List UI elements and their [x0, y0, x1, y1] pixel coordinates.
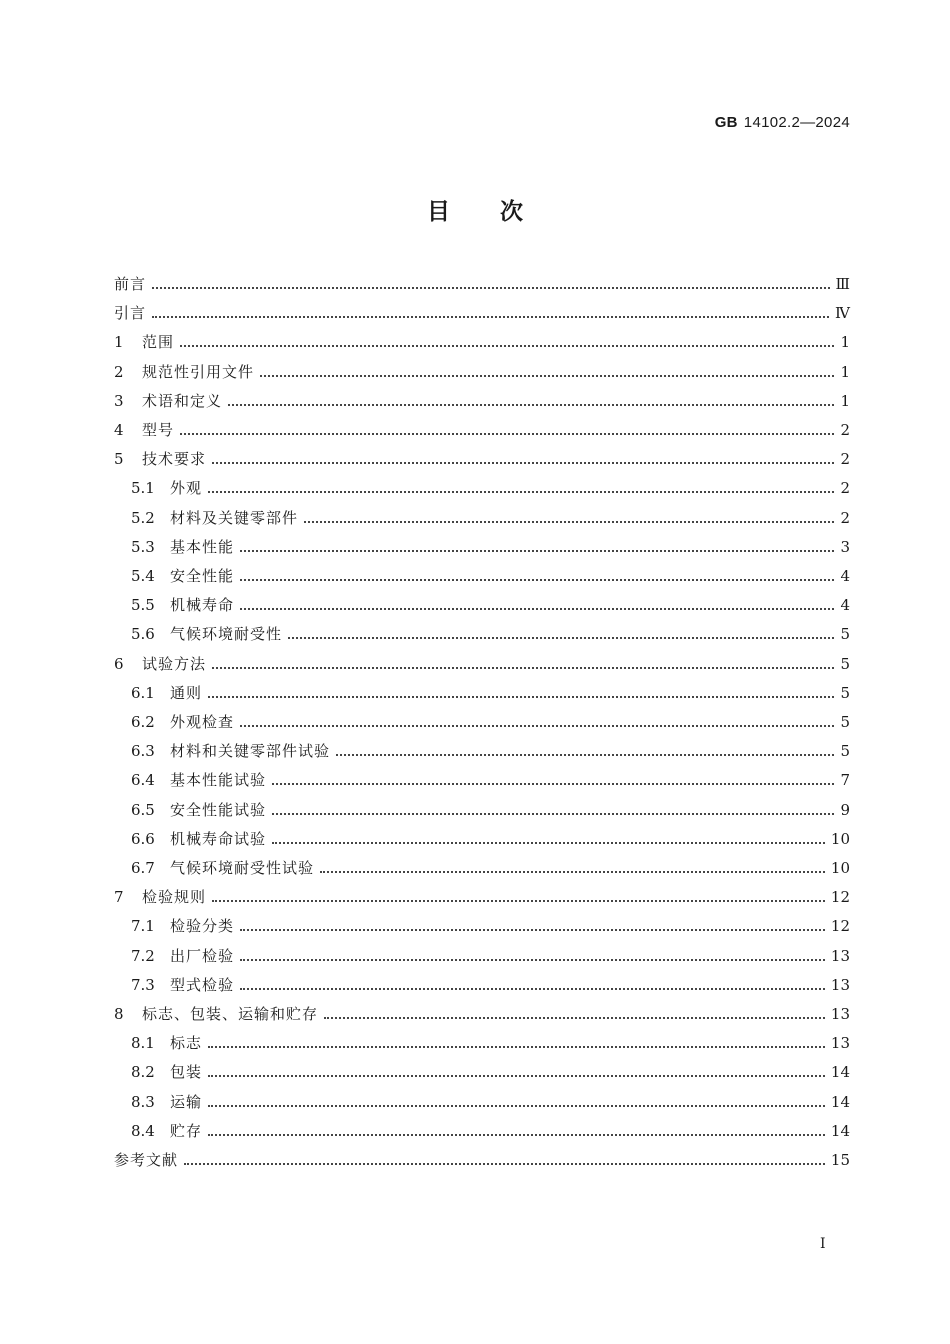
- toc-leader-dots: [208, 695, 834, 698]
- toc-entry-page: 12: [830, 917, 850, 936]
- toc-leader-dots: [260, 374, 834, 377]
- toc-entry[interactable]: [131, 857, 850, 879]
- toc-entry-label: 型式检验: [170, 975, 235, 994]
- toc-entry[interactable]: [114, 448, 850, 470]
- toc-entry-label: 包装: [170, 1063, 203, 1082]
- toc-entry-page: 2: [840, 508, 850, 527]
- toc-entry-number: 8.3: [131, 1092, 155, 1111]
- toc-entry-page: 7: [840, 771, 850, 790]
- toc-entry[interactable]: [131, 682, 850, 704]
- toc-entry[interactable]: [131, 945, 850, 967]
- toc-entry[interactable]: [131, 1032, 850, 1054]
- toc-entry-number: 1: [114, 333, 124, 352]
- toc-entry-label: 机械寿命试验: [170, 829, 267, 848]
- toc-entry-label: 检验分类: [170, 917, 235, 936]
- toc-entry[interactable]: [131, 565, 850, 587]
- toc-entry-page: 15: [830, 1151, 850, 1169]
- toc-entry[interactable]: [131, 1091, 850, 1113]
- toc-entry[interactable]: [131, 769, 850, 791]
- toc-entry-number: 7.3: [131, 975, 155, 994]
- toc-leader-dots: [212, 666, 834, 669]
- toc-entry-label: 外观检查: [170, 713, 235, 731]
- toc-entry-label: 基本性能试验: [170, 771, 267, 790]
- toc-entry-page: 1: [840, 362, 850, 381]
- toc-entry-label: 机械寿命: [170, 596, 235, 615]
- toc-entry-number: 7: [114, 888, 124, 907]
- toc-entry[interactable]: [114, 361, 850, 383]
- toc-entry[interactable]: [131, 711, 850, 733]
- toc-leader-dots: [272, 812, 834, 815]
- toc-entry-page: 10: [830, 859, 850, 877]
- toc-entry-number: 4: [114, 421, 124, 439]
- toc-entry-label: 检验规则: [142, 888, 207, 907]
- toc-leader-dots: [212, 461, 834, 464]
- toc-entry[interactable]: [114, 302, 850, 324]
- standard-code: [715, 114, 850, 131]
- toc-entry-page: 14: [830, 1063, 850, 1082]
- toc-leader-dots: [240, 958, 825, 961]
- toc-entry-number: 3: [114, 391, 124, 410]
- toc-entry-page: Ⅳ: [835, 304, 850, 323]
- toc-entry-number: 5.6: [131, 625, 155, 644]
- toc-entry-number: 8.4: [131, 1121, 155, 1140]
- toc-entry[interactable]: [131, 536, 850, 558]
- toc-entry-label: 前言: [114, 275, 147, 293]
- toc-entry[interactable]: [131, 740, 850, 762]
- toc-entry-page: 13: [830, 1034, 850, 1053]
- toc-entry-page: 9: [840, 800, 850, 819]
- toc-entry-label: 范围: [142, 333, 175, 352]
- toc-entry[interactable]: [131, 1061, 850, 1083]
- toc-entry-number: 5.3: [131, 537, 155, 556]
- toc-entry-label: 参考文献: [114, 1151, 179, 1169]
- toc-entry-page: 1: [840, 391, 850, 410]
- standard-number: 14102.2—2024: [743, 114, 850, 131]
- toc-entry-label: 基本性能: [170, 537, 235, 556]
- toc-entry-number: 5: [114, 450, 124, 469]
- toc-entry-number: 5.2: [131, 508, 155, 527]
- toc-entry-label: 贮存: [170, 1121, 203, 1140]
- toc-entry-page: 13: [830, 946, 850, 965]
- toc-leader-dots: [228, 403, 834, 406]
- toc-entry[interactable]: [114, 331, 850, 353]
- toc-entry[interactable]: [131, 799, 850, 821]
- toc-leader-dots: [180, 432, 834, 435]
- standard-prefix: GB: [714, 114, 738, 131]
- toc-entry-number: 7.2: [131, 946, 155, 965]
- toc-entry-page: 5: [840, 683, 850, 702]
- toc-entry-number: 5.4: [131, 567, 155, 585]
- toc-leader-dots: [240, 607, 834, 610]
- toc-leader-dots: [208, 1074, 825, 1077]
- toc-entry[interactable]: [131, 1120, 850, 1142]
- toc-leader-dots: [212, 899, 825, 902]
- toc-entry-page: 12: [830, 888, 850, 907]
- toc-entry[interactable]: [114, 273, 850, 295]
- toc-entry-page: 3: [840, 537, 850, 556]
- toc-entry-label: 引言: [114, 304, 147, 323]
- toc-leader-dots: [152, 315, 829, 318]
- toc-entry[interactable]: [131, 477, 850, 499]
- toc-entry-label: 规范性引用文件: [142, 362, 255, 381]
- toc-leader-dots: [240, 724, 834, 727]
- toc-entry-label: 出厂检验: [170, 946, 235, 965]
- toc-entry[interactable]: [131, 915, 850, 937]
- toc-entry-label: 材料和关键零部件试验: [170, 742, 331, 761]
- toc-leader-dots: [240, 578, 834, 581]
- toc-entry-page: 2: [840, 479, 850, 498]
- toc-entry-label: 试验方法: [142, 654, 207, 673]
- toc-entry[interactable]: [131, 594, 850, 616]
- toc-entry[interactable]: [131, 974, 850, 996]
- toc-entry-number: 6.4: [131, 771, 155, 790]
- toc-leader-dots: [208, 1133, 825, 1136]
- toc-title: 目次: [427, 199, 573, 225]
- toc-entry-label: 气候环境耐受性试验: [170, 859, 315, 877]
- toc-entry[interactable]: [114, 390, 850, 412]
- toc-entry-number: 6.5: [131, 800, 155, 819]
- toc-entry-label: 安全性能试验: [170, 800, 267, 819]
- toc-entry-page: 13: [830, 975, 850, 994]
- toc-entry-page: Ⅲ: [835, 275, 850, 293]
- toc-leader-dots: [304, 520, 834, 523]
- toc-entry-number: 8.2: [131, 1063, 155, 1082]
- toc-entry-label: 气候环境耐受性: [170, 625, 283, 644]
- toc-entry-label: 技术要求: [142, 450, 207, 469]
- toc-entry-page: 5: [840, 625, 850, 644]
- toc-entry-page: 14: [830, 1092, 850, 1111]
- toc-leader-dots: [180, 344, 834, 347]
- toc-leader-dots: [240, 987, 825, 990]
- toc-entry-page: 10: [830, 829, 850, 848]
- toc-entry-page: 14: [830, 1121, 850, 1140]
- toc-entry-number: 7.1: [131, 917, 155, 936]
- toc-entry-label: 型号: [142, 421, 175, 439]
- toc-entry-label: 运输: [170, 1092, 203, 1111]
- toc-entry-page: 13: [830, 1005, 850, 1023]
- toc-entry-number: 6.7: [131, 859, 155, 877]
- toc-entry-page: 4: [840, 567, 850, 585]
- toc-entry-number: 8: [114, 1005, 124, 1023]
- toc-entry[interactable]: [114, 1003, 850, 1025]
- toc-leader-dots: [208, 1045, 825, 1048]
- toc-entry[interactable]: [114, 653, 850, 675]
- toc-leader-dots: [272, 841, 825, 844]
- toc-entry-page: 5: [840, 654, 850, 673]
- toc-entry-label: 通则: [170, 683, 203, 702]
- toc-entry-number: 6.6: [131, 829, 155, 848]
- toc-leader-dots: [288, 636, 834, 639]
- toc-entry-number: 6.1: [131, 683, 155, 702]
- toc-leader-dots: [208, 1104, 825, 1107]
- toc-entry-number: 8.1: [131, 1034, 155, 1053]
- toc-entry[interactable]: [114, 1149, 850, 1171]
- toc-leader-dots: [152, 286, 830, 289]
- toc-leader-dots: [324, 1016, 825, 1019]
- toc-entry-page: 5: [840, 742, 850, 761]
- toc-entry-label: 术语和定义: [142, 391, 223, 410]
- toc-entry-label: 标志: [170, 1034, 203, 1053]
- toc-leader-dots: [336, 753, 834, 756]
- toc-entry-number: 5.5: [131, 596, 155, 615]
- toc-entry-number: 6: [114, 654, 124, 673]
- toc-entry-number: 6.2: [131, 713, 155, 731]
- toc-entry-number: 6.3: [131, 742, 155, 761]
- toc-entry-number: 5.1: [131, 479, 155, 498]
- toc-entry[interactable]: [131, 507, 850, 529]
- toc-entry[interactable]: [114, 886, 850, 908]
- toc-entry-label: 材料及关键零部件: [170, 508, 299, 527]
- toc-leader-dots: [320, 870, 825, 873]
- toc-leader-dots: [240, 928, 825, 931]
- toc-leader-dots: [272, 782, 834, 785]
- toc-leader-dots: [184, 1162, 825, 1165]
- toc-entry-page: 4: [840, 596, 850, 615]
- toc-entry[interactable]: [131, 828, 850, 850]
- toc-entry-page: 2: [840, 421, 850, 439]
- toc-entry-label: 标志、包装、运输和贮存: [142, 1005, 319, 1023]
- toc-entry-page: 2: [840, 450, 850, 469]
- toc-entry[interactable]: [114, 419, 850, 441]
- page-number: Ⅰ: [820, 1236, 826, 1252]
- toc-entry-label: 安全性能: [170, 567, 235, 585]
- toc-leader-dots: [240, 549, 834, 552]
- toc-entry-label: 外观: [170, 479, 203, 498]
- toc-entry-page: 1: [840, 333, 850, 352]
- toc-entry-number: 2: [114, 362, 124, 381]
- toc-entry-page: 5: [840, 713, 850, 731]
- toc-leader-dots: [208, 490, 834, 493]
- toc-entry[interactable]: [131, 623, 850, 645]
